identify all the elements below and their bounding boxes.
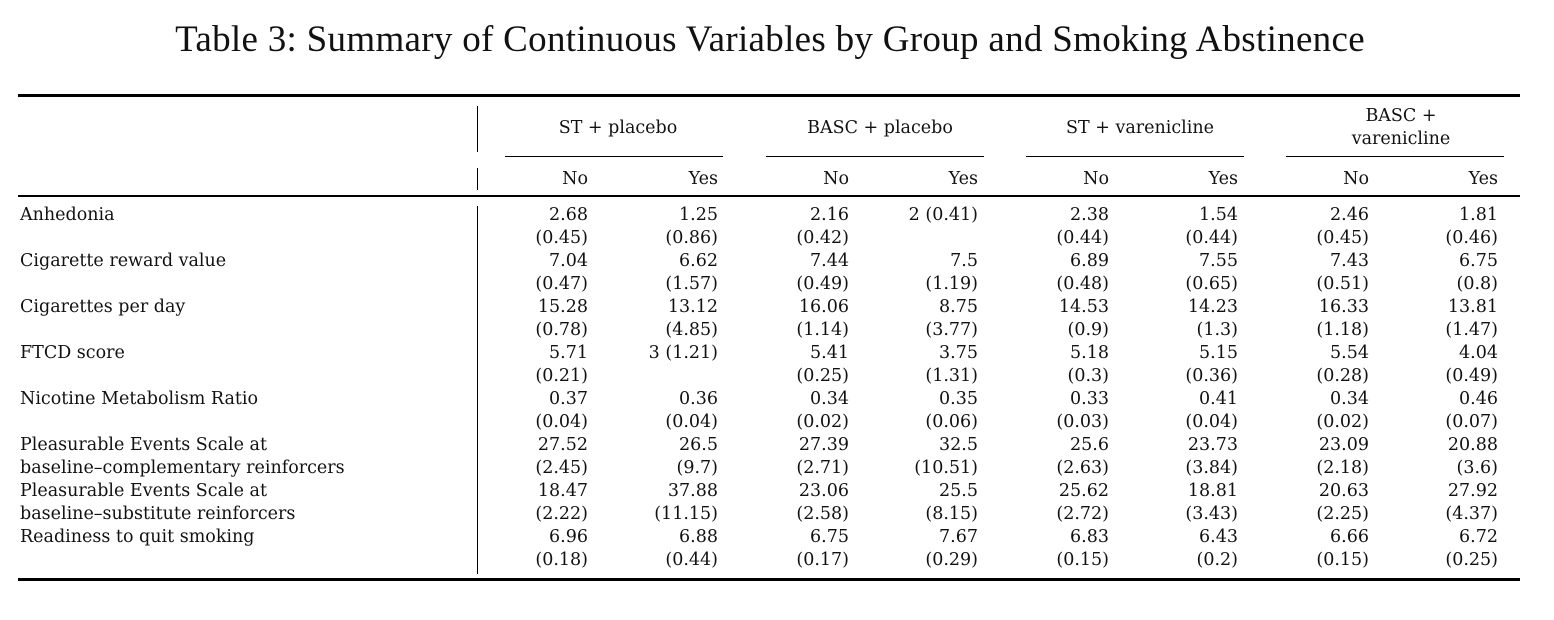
- cell-se: (8.15): [925, 504, 978, 524]
- cell-se: (0.44): [1056, 228, 1109, 248]
- cell-mean: 26.5: [679, 435, 718, 455]
- cell-mean: 6.75: [1459, 251, 1498, 271]
- cell-mean: 0.41: [1199, 389, 1238, 409]
- row-label: FTCD score: [20, 343, 125, 363]
- cell-mean: 2.38: [1070, 205, 1109, 225]
- cell-mean: 6.62: [679, 251, 718, 271]
- cell-mean: 2.68: [549, 205, 588, 225]
- cell-mean: 6.43: [1199, 527, 1238, 547]
- row-label: Cigarette reward value: [20, 251, 227, 271]
- cell-se: (0.25): [1445, 550, 1498, 570]
- cell-mean: 18.47: [537, 481, 588, 501]
- group-underline-basc-varenicline: [1286, 156, 1504, 157]
- subheader-no: No: [1343, 169, 1369, 189]
- cell-se: (0.45): [1316, 228, 1369, 248]
- cell-mean: 6.66: [1330, 527, 1369, 547]
- cell-mean: 0.35: [939, 389, 978, 409]
- cell-mean: 2.16: [810, 205, 849, 225]
- cell-se: (0.25): [796, 366, 849, 386]
- cell-se: (0.49): [1445, 366, 1498, 386]
- cell-mean: 20.63: [1318, 481, 1369, 501]
- cell-se: (1.31): [925, 366, 978, 386]
- cell-mean: 6.96: [549, 527, 588, 547]
- cell-se: (11.15): [654, 504, 718, 524]
- cell-mean: 7.55: [1199, 251, 1238, 271]
- cell-mean: 6.83: [1070, 527, 1109, 547]
- table-header-rule: [18, 195, 1520, 197]
- row-label: Pleasurable Events Scale at: [20, 481, 267, 501]
- row-label: Readiness to quit smoking: [20, 527, 255, 547]
- cell-se: (0.04): [1185, 412, 1238, 432]
- cell-se: (1.47): [1445, 320, 1498, 340]
- cell-mean: 23.73: [1187, 435, 1238, 455]
- cell-mean: 5.15: [1199, 343, 1238, 363]
- row-label: Nicotine Metabolism Ratio: [20, 389, 259, 409]
- table-top-rule: [18, 94, 1520, 97]
- cell-mean: 25.5: [939, 481, 978, 501]
- cell-mean: 15.28: [537, 297, 588, 317]
- cell-se: (10.51): [914, 458, 978, 478]
- group-header-basc-varenicline-line2: varenicline: [1351, 129, 1451, 149]
- cell-mean: 3.75: [939, 343, 978, 363]
- cell-se: (2.45): [535, 458, 588, 478]
- cell-se: (0.28): [1316, 366, 1369, 386]
- group-header-st-placebo: ST + placebo: [558, 118, 678, 138]
- cell-se: (0.36): [1185, 366, 1238, 386]
- cell-mean: 7.44: [810, 251, 849, 271]
- cell-mean: 3 (1.21): [648, 343, 718, 363]
- subheader-yes: Yes: [1208, 169, 1238, 189]
- cell-mean: 1.54: [1199, 205, 1238, 225]
- cell-mean: 1.25: [679, 205, 718, 225]
- cell-se: (0.07): [1445, 412, 1498, 432]
- cell-se: (0.17): [796, 550, 849, 570]
- cell-se: (0.44): [665, 550, 718, 570]
- cell-se: (2.25): [1316, 504, 1369, 524]
- table-bottom-rule: [18, 578, 1520, 581]
- cell-mean: 4.04: [1459, 343, 1498, 363]
- cell-mean: 0.46: [1459, 389, 1498, 409]
- cell-mean: 0.36: [679, 389, 718, 409]
- cell-se: (0.02): [796, 412, 849, 432]
- cell-mean: 25.62: [1058, 481, 1109, 501]
- cell-se: (0.51): [1316, 274, 1369, 294]
- cell-mean: 5.41: [810, 343, 849, 363]
- cell-se: (3.6): [1456, 458, 1498, 478]
- subheader-vertical-rule: [477, 168, 478, 190]
- cell-mean: 8.75: [939, 297, 978, 317]
- cell-se: (0.48): [1056, 274, 1109, 294]
- cell-se: (0.02): [1316, 412, 1369, 432]
- cell-mean: 6.89: [1070, 251, 1109, 271]
- subheader-no: No: [823, 169, 849, 189]
- cell-se: (3.77): [925, 320, 978, 340]
- group-header-st-varenicline: ST + varenicline: [1066, 118, 1214, 138]
- cell-se: (0.8): [1456, 274, 1498, 294]
- cell-se: (0.45): [535, 228, 588, 248]
- cell-se: (0.9): [1067, 320, 1109, 340]
- cell-mean: 6.88: [679, 527, 718, 547]
- cell-se: (2.18): [1316, 458, 1369, 478]
- cell-se: (4.37): [1445, 504, 1498, 524]
- table-caption: Table 3: Summary of Continuous Variables by Group and Smoking Abstinence: [175, 19, 1365, 60]
- cell-mean: 32.5: [939, 435, 978, 455]
- cell-se: (1.3): [1196, 320, 1238, 340]
- row-label-continued: baseline–complementary reinforcers: [20, 458, 345, 478]
- cell-se: (2.63): [1056, 458, 1109, 478]
- cell-mean: 5.54: [1330, 343, 1369, 363]
- subheader-no: No: [562, 169, 588, 189]
- cell-se: (0.49): [796, 274, 849, 294]
- cell-mean: 16.33: [1318, 297, 1369, 317]
- cell-se: (0.04): [665, 412, 718, 432]
- cell-se: (1.14): [796, 320, 849, 340]
- row-label: Cigarettes per day: [20, 297, 186, 317]
- cell-se: (0.65): [1185, 274, 1238, 294]
- subheader-yes: Yes: [688, 169, 718, 189]
- cell-mean: 7.04: [549, 251, 588, 271]
- cell-mean: 20.88: [1447, 435, 1498, 455]
- cell-mean: 27.92: [1447, 481, 1498, 501]
- cell-se: (0.15): [1316, 550, 1369, 570]
- cell-se: (4.85): [665, 320, 718, 340]
- cell-mean: 13.81: [1447, 297, 1498, 317]
- row-label-continued: baseline–substitute reinforcers: [20, 504, 296, 524]
- cell-mean: 27.39: [798, 435, 849, 455]
- cell-se: (0.44): [1185, 228, 1238, 248]
- cell-se: (0.06): [925, 412, 978, 432]
- group-underline-st-varenicline: [1026, 156, 1244, 157]
- cell-mean: 14.53: [1058, 297, 1109, 317]
- cell-mean: 5.71: [549, 343, 588, 363]
- cell-se: (0.3): [1067, 366, 1109, 386]
- cell-mean: 37.88: [667, 481, 718, 501]
- cell-mean: 25.6: [1070, 435, 1109, 455]
- cell-se: (1.18): [1316, 320, 1369, 340]
- cell-mean: 6.72: [1459, 527, 1498, 547]
- cell-mean: 0.37: [549, 389, 588, 409]
- cell-se: (0.04): [535, 412, 588, 432]
- cell-se: (0.29): [925, 550, 978, 570]
- cell-se: (0.2): [1196, 550, 1238, 570]
- cell-mean: 0.34: [1330, 389, 1369, 409]
- cell-mean: 18.81: [1187, 481, 1238, 501]
- cell-mean: 7.67: [939, 527, 978, 547]
- subheader-yes: Yes: [948, 169, 978, 189]
- cell-mean: 23.09: [1318, 435, 1369, 455]
- header-vertical-rule: [477, 106, 478, 152]
- cell-mean: 27.52: [537, 435, 588, 455]
- cell-mean: 2 (0.41): [908, 205, 978, 225]
- cell-mean: 13.12: [667, 297, 718, 317]
- cell-se: (2.22): [535, 504, 588, 524]
- cell-mean: 16.06: [798, 297, 849, 317]
- cell-mean: 1.81: [1459, 205, 1498, 225]
- cell-se: (0.03): [1056, 412, 1109, 432]
- cell-se: (0.18): [535, 550, 588, 570]
- cell-se: (0.46): [1445, 228, 1498, 248]
- cell-se: (2.72): [1056, 504, 1109, 524]
- row-label: Anhedonia: [20, 205, 115, 225]
- cell-mean: 7.5: [950, 251, 978, 271]
- cell-se: (0.47): [535, 274, 588, 294]
- subheader-no: No: [1083, 169, 1109, 189]
- cell-se: (1.57): [665, 274, 718, 294]
- cell-se: (2.71): [796, 458, 849, 478]
- group-underline-st-placebo: [505, 156, 723, 157]
- cell-se: (9.7): [676, 458, 718, 478]
- cell-se: (0.86): [665, 228, 718, 248]
- cell-se: (0.78): [535, 320, 588, 340]
- cell-mean: 2.46: [1330, 205, 1369, 225]
- group-header-basc-varenicline-line1: BASC +: [1365, 106, 1437, 126]
- cell-mean: 0.33: [1070, 389, 1109, 409]
- row-label: Pleasurable Events Scale at: [20, 435, 267, 455]
- group-header-basc-varenicline: [1291, 105, 1511, 151]
- cell-mean: 0.34: [810, 389, 849, 409]
- cell-mean: 5.18: [1070, 343, 1109, 363]
- cell-se: (0.21): [535, 366, 588, 386]
- cell-mean: 14.23: [1187, 297, 1238, 317]
- cell-mean: 7.43: [1330, 251, 1369, 271]
- cell-se: (1.19): [925, 274, 978, 294]
- cell-se: (0.42): [796, 228, 849, 248]
- cell-se: (3.84): [1185, 458, 1238, 478]
- cell-se: (3.43): [1185, 504, 1238, 524]
- cell-se: (2.58): [796, 504, 849, 524]
- cell-mean: 6.75: [810, 527, 849, 547]
- cell-se: (0.15): [1056, 550, 1109, 570]
- subheader-yes: Yes: [1468, 169, 1498, 189]
- cell-mean: 23.06: [798, 481, 849, 501]
- group-underline-basc-placebo: [766, 156, 984, 157]
- group-header-basc-placebo: BASC + placebo: [807, 118, 953, 138]
